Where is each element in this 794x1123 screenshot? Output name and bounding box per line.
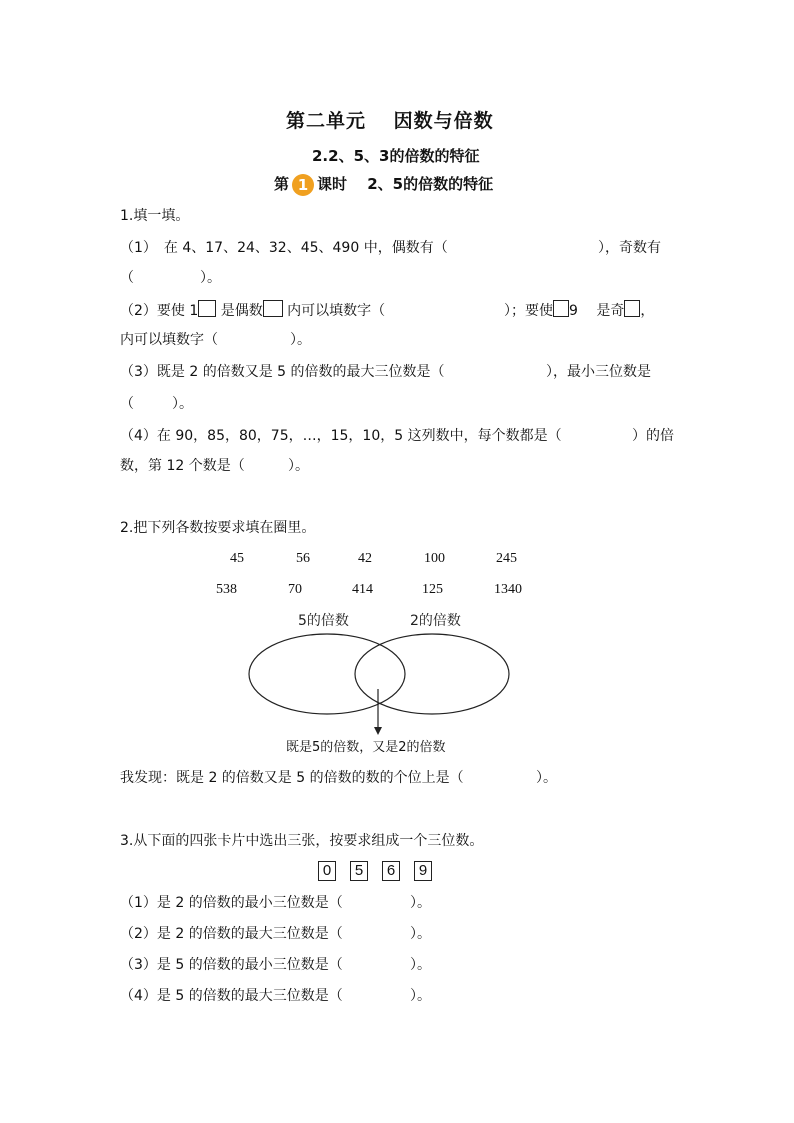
q1-part2-text-2: ）；要使 9 是奇 ， [504,300,654,321]
q3-item-close: ）。 [410,926,431,942]
q1-part2-b: 是偶数 [220,303,263,319]
q3-item: （4）是 5 的倍数的最大三位数是（ [120,988,343,1004]
lesson-number-badge: 1 [292,174,314,196]
q1-part3-text-end: ），最小三位数是 [546,364,651,380]
digit-box[interactable] [198,300,216,317]
left-circle-label: 5的倍数 [298,613,349,629]
q3-item-close: ）。 [410,957,431,973]
digit-card: 0 [318,861,336,881]
q1-part1-text: （1） 在 4、17、24、32、45、490 中，偶数有（ [120,240,448,256]
q1-part1-text-end: ），奇数有 [598,240,661,256]
q1-part2-f: 是奇 [596,303,625,319]
number-item: 1340 [494,582,522,597]
digit-box[interactable] [624,300,640,317]
q3-item: （1）是 2 的倍数的最小三位数是（ [120,895,343,911]
digit-box[interactable] [263,300,283,317]
q1-part2-d: ）；要使 [504,303,553,319]
q3-item-close: ）。 [410,988,431,1004]
section-title: 2.2、5、3的倍数的特征 [312,147,480,165]
q3-title: 3.从下面的四张卡片中选出三张，按要求组成一个三位数。 [120,833,484,849]
q1-part2-a: （2）要使 1 [120,303,199,319]
q1-part2-e: 9 [569,303,578,319]
digit-card: 6 [382,861,400,881]
q1-part1-open: （ [120,270,134,286]
q1-part3-close: ）。 [172,396,193,412]
q1-part4-close: ）。 [288,458,309,474]
number-item: 70 [288,582,302,597]
venn-diagram [240,605,520,755]
number-item: 245 [496,551,517,566]
q2-finding-close: ）。 [536,770,557,786]
q2-title: 2.把下列各数按要求填在圈里。 [120,520,316,536]
q1-title: 1.填一填。 [120,208,190,224]
unit-title: 第二单元 因数与倍数 [286,110,494,132]
right-circle-label: 2的倍数 [410,613,461,629]
left-circle[interactable] [249,634,405,714]
number-item: 414 [352,582,373,597]
lesson-title [274,173,493,196]
q3-item-close: ）。 [410,895,431,911]
digit-card: 5 [350,861,368,881]
q3-item: （2）是 2 的倍数的最大三位数是（ [120,926,343,942]
number-item: 42 [358,551,372,566]
digit-box[interactable] [553,300,569,317]
number-item: 100 [424,551,445,566]
lesson-prefix: 第 [274,175,290,193]
q1-part2-text [120,300,385,321]
q1-part4-text-end: ）的倍 [632,428,674,444]
intersection-label: 既是5的倍数，又是2的倍数 [286,740,446,755]
number-item: 56 [296,551,310,566]
q1-part2-h: ）。 [290,332,311,348]
q1-part3-text: （3）既是 2 的倍数又是 5 的倍数的最大三位数是（ [120,364,445,380]
q1-part4-text: （4）在 90，85，80，75，…，15，10，5 这列数中，每个数都是（ [120,428,562,444]
q3-item: （3）是 5 的倍数的最小三位数是（ [120,957,343,973]
q1-part2-g: 内可以填数字（ [120,332,218,348]
digit-cards [318,861,446,881]
q1-part4-line2: 数，第 12 个数是（ [120,458,245,474]
q1-part2-c: 内可以填数字（ [287,303,386,319]
number-item: 125 [422,582,443,597]
q1-part3-open: （ [120,396,134,412]
number-item: 45 [230,551,244,566]
q2-finding-text: 我发现：既是 2 的倍数又是 5 的倍数的数的个位上是（ [120,770,464,786]
number-item: 538 [216,582,237,597]
lesson-suffix: 课时 2、5的倍数的特征 [317,175,494,193]
digit-card: 9 [414,861,432,881]
arrow-head-icon [374,727,382,735]
q1-part1-close: ）。 [200,270,221,286]
q1-part2-line2 [120,330,311,350]
